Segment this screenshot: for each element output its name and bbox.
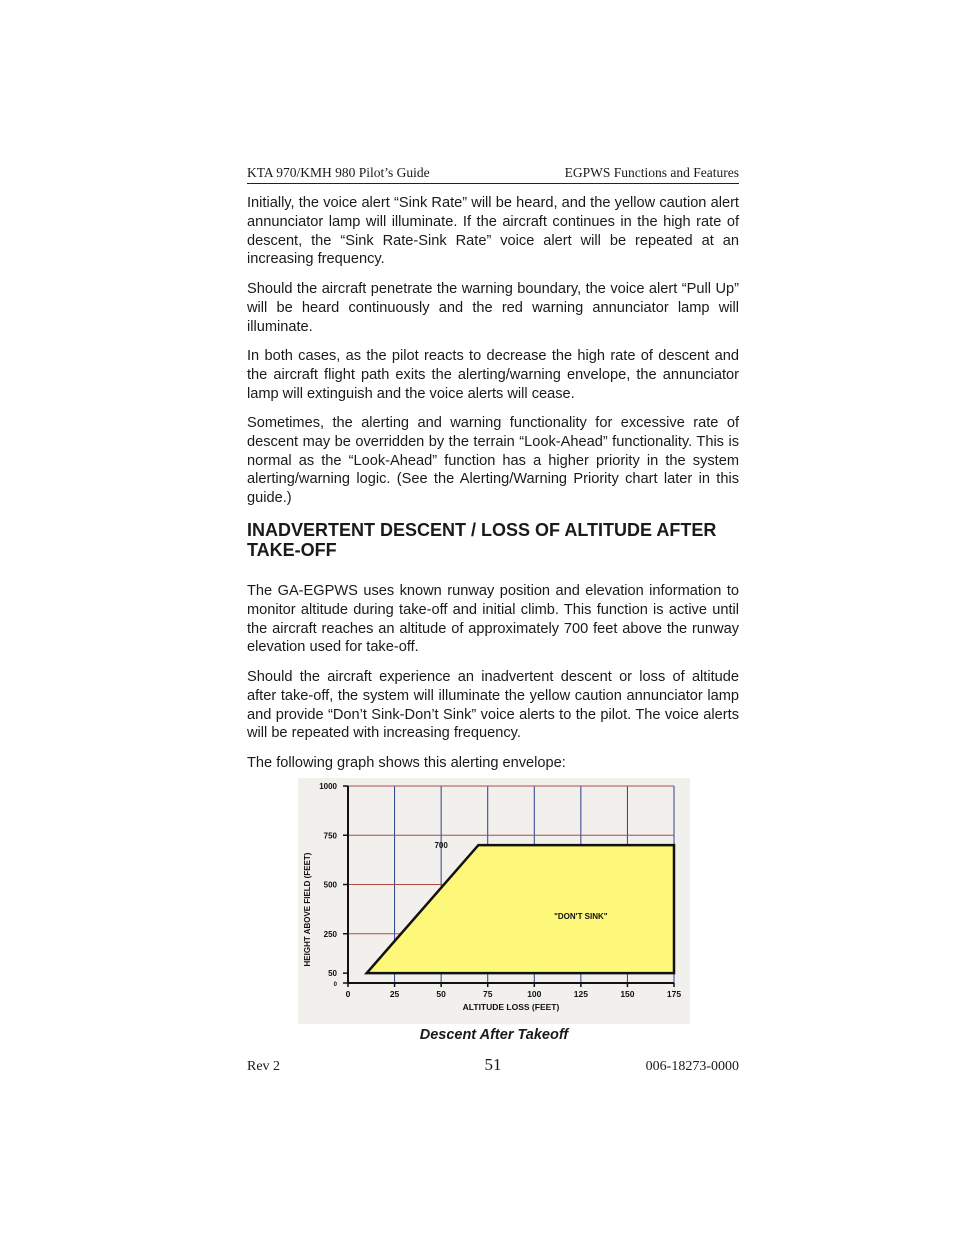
- y-tick-label-250: 250: [323, 929, 337, 939]
- descent-chart: [298, 778, 690, 1024]
- page-header: [247, 165, 739, 184]
- x-tick-label-75: 75: [482, 989, 493, 999]
- paragraph-pull-up: Should the aircraft penetrate the warning boundary, the voice alert “Pull Up” will be heard continuously and the red warning annunciator lamp will illuminate.: [247, 281, 739, 335]
- chart-caption: Descent After Takeoff: [419, 1027, 569, 1043]
- revision-label: Rev 2: [247, 1059, 281, 1074]
- header-guide-title: KTA 970/KMH 980 Pilot’s Guide: [247, 165, 430, 180]
- y-tick-label-1000: 1000: [319, 782, 337, 791]
- paragraph-inadvertent-descent: Should the aircraft experience an inadvertent descent or loss of altitude after take-off, the system will illuminate the yellow caution annunciator lamp and provide “Don’t Sink-Don’t Sink” voice alerts to the pilot. The voice alerts will be repeated with increasing frequency.: [247, 669, 739, 742]
- page-number: 51: [484, 1055, 502, 1074]
- y-tick-label-500: 500: [323, 880, 337, 890]
- y-tick-label-50: 50: [328, 969, 337, 979]
- chart-svg: [298, 778, 690, 1024]
- annotation-700: 700: [434, 841, 448, 851]
- x-tick-label-0: 0: [345, 989, 351, 999]
- paragraph-sink-rate: Initially, the voice alert “Sink Rate” will be heard, and the yellow caution alert annunciator lamp will illuminate. If the aircraft continues in the high rate of descent, the “Sink Rate-Sink Rate” voice alert will be repeated at an increasing frequency.: [247, 195, 739, 268]
- header-section-title: EGPWS Functions and Features: [564, 165, 739, 180]
- y-axis-label: HEIGHT ABOVE FIELD (FEET): [303, 852, 312, 967]
- x-tick-label-150: 150: [620, 989, 635, 999]
- page-footer: [247, 1055, 739, 1079]
- x-axis-label: ALTITUDE LOSS (FEET): [462, 1002, 560, 1012]
- y-tick-label-0: 0: [333, 982, 337, 988]
- x-tick-label-175: 175: [666, 989, 682, 999]
- x-tick-label-50: 50: [436, 989, 446, 999]
- paragraph-both-cases: In both cases, as the pilot reacts to decrease the high rate of descent and the aircraft flight path exits the alerting/warning envelope, the annunciator lamp will extinguish and the voice alerts will cease.: [247, 348, 739, 402]
- x-tick-label-100: 100: [527, 989, 542, 999]
- paragraph-ga-egpws: The GA-EGPWS uses known runway position and elevation information to monitor altitude during take-off and initial climb. This function is active until the aircraft reaches an altitude of approximately 700 feet above the runway elevation used for take-off.: [247, 583, 739, 656]
- x-tick-label-25: 25: [389, 989, 400, 999]
- y-tick-label-750: 750: [323, 831, 337, 841]
- paragraph-look-ahead: Sometimes, the alerting and warning functionality for excessive rate of descent may be overridden by the terrain “Look-Ahead” functionality. This is normal as the “Look-Ahead” function has a higher priority in the system alerting/warning logic. (See the Alerting/Warning Priority chart later in this guide.): [247, 415, 739, 507]
- x-tick-label-125: 125: [573, 989, 588, 999]
- paragraph-graph-intro: The following graph shows this alerting envelope:: [247, 755, 566, 771]
- section-heading: INADVERTENT DESCENT / LOSS OF ALTITUDE AFTER TAKE-OFF: [247, 520, 717, 560]
- document-number: 006-18273-0000: [645, 1059, 739, 1074]
- region-label: "DON'T SINK": [554, 911, 608, 921]
